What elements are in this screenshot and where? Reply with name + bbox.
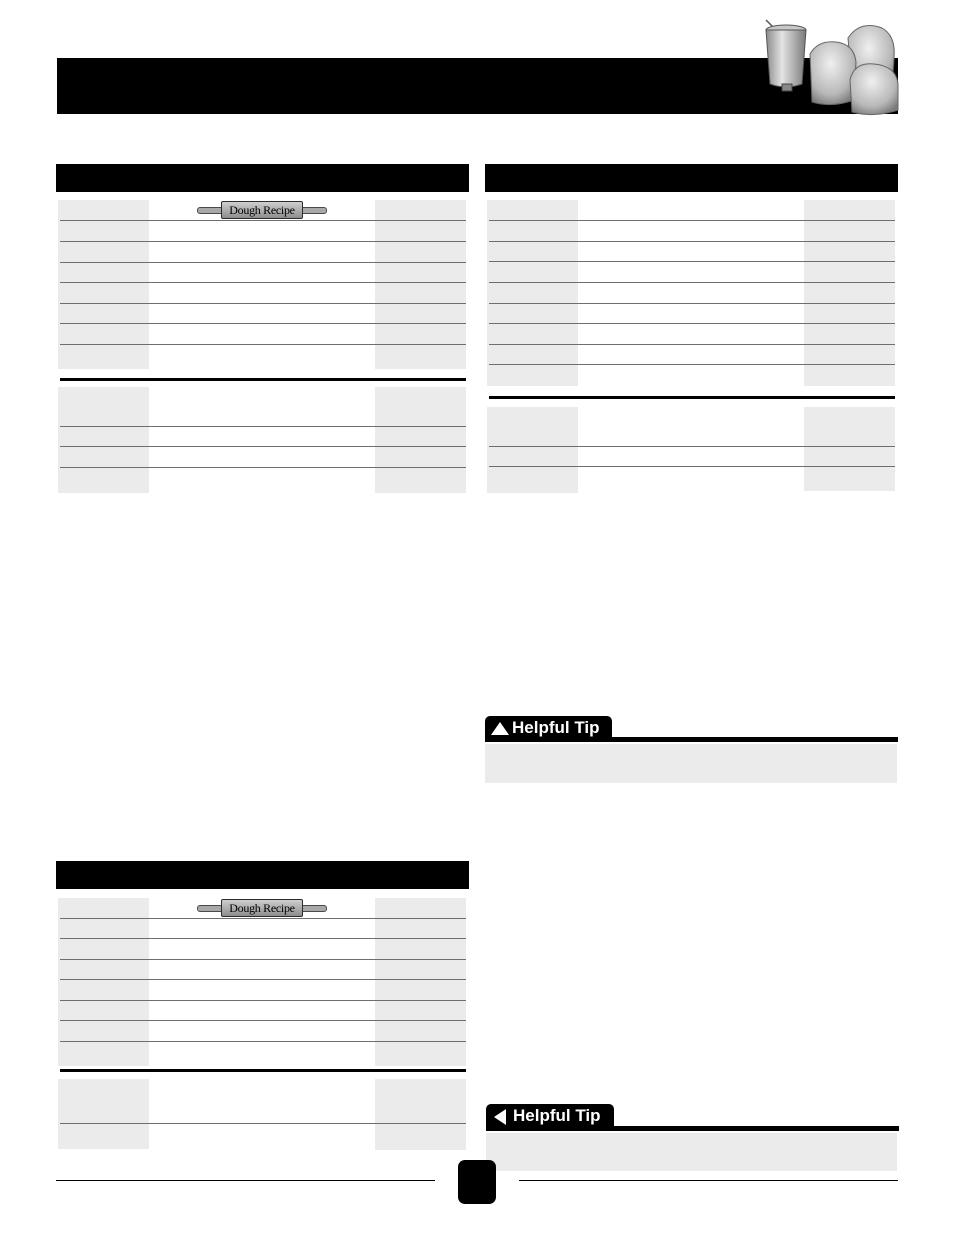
table-cell-shaded <box>487 200 578 386</box>
bread-loaves-illustration <box>760 18 902 118</box>
helpful-tip-rule <box>486 1126 899 1131</box>
footer-rule-right <box>519 1180 898 1181</box>
helpful-tip-tab <box>486 1104 614 1128</box>
section-header-right-top <box>485 164 898 192</box>
helpful-tip-label: Helpful Tip <box>513 1106 601 1125</box>
rolling-pin-handle-icon <box>299 207 327 214</box>
helpful-tip-box <box>485 744 897 783</box>
footer-rule-left <box>56 1180 435 1181</box>
table-cell-shaded <box>58 387 149 493</box>
section-header-left-top <box>56 164 469 192</box>
section-header-left-bottom <box>56 861 469 889</box>
table-cell-shaded <box>375 1079 466 1150</box>
recipe-table-left-top <box>57 200 467 494</box>
dough-recipe-badge <box>195 898 329 918</box>
triangle-left-icon <box>492 1108 508 1126</box>
rolling-pin-handle-icon <box>299 905 327 912</box>
table-cell-shaded <box>487 407 578 493</box>
dough-recipe-badge <box>195 200 329 220</box>
table-cell-shaded <box>58 1079 149 1149</box>
table-cell-shaded <box>375 387 466 493</box>
helpful-tip-box <box>486 1133 897 1171</box>
triangle-up-icon <box>490 721 510 736</box>
helpful-tip-label: Helpful Tip <box>512 718 600 737</box>
table-cell-shaded <box>804 200 895 386</box>
recipe-table-left-bottom <box>57 898 467 1150</box>
dough-recipe-label: Dough Recipe <box>221 201 303 219</box>
recipe-table-right-top <box>486 200 896 494</box>
helpful-tip-rule <box>485 737 898 742</box>
page-number-badge <box>458 1160 496 1204</box>
dough-recipe-label: Dough Recipe <box>221 899 303 917</box>
table-cell-shaded <box>804 407 895 491</box>
